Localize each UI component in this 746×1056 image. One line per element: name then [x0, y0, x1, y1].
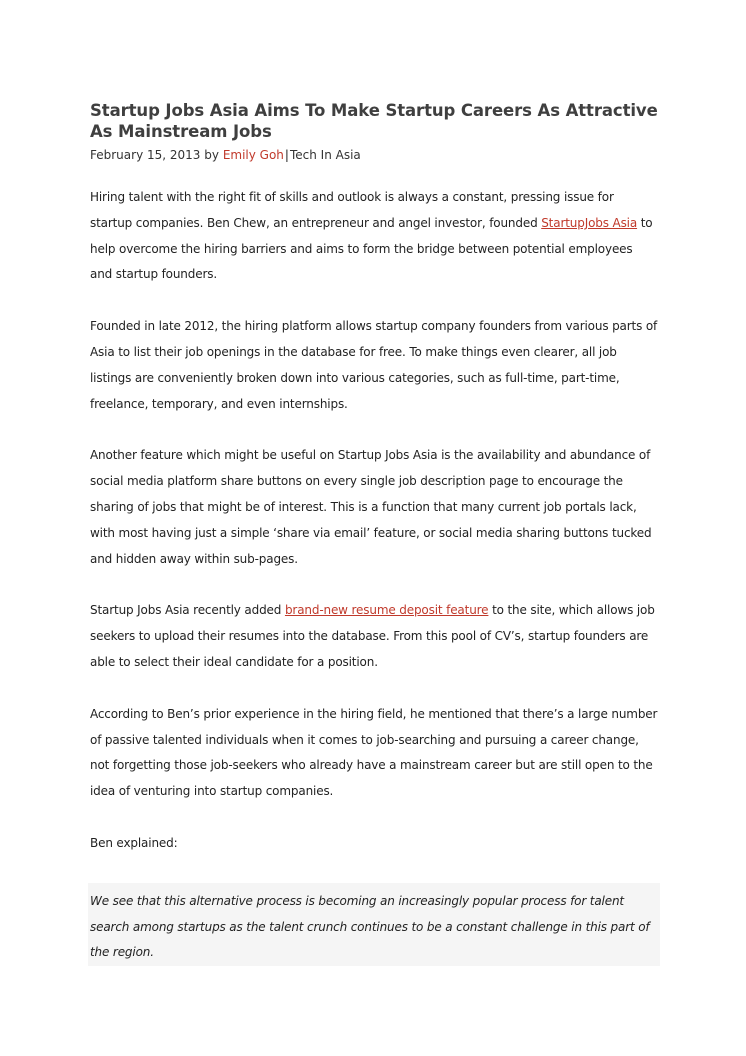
paragraph-1: [90, 185, 658, 288]
paragraph-5: According to Ben’s prior experience in the hiring field, he mentioned that there’s a large number of passive talented individuals when it comes to job-searching and pursuing a career change, not forgetting those job-seekers who already have a mainstream career but are still open to the idea of venturing into startup companies.: [90, 706, 658, 799]
article: [90, 100, 658, 966]
startupjobs-asia-link[interactable]: StartupJobs Asia: [541, 215, 638, 230]
paragraph-1-text-start: Hiring talent with the right fit of skills and outlook is always a constant, pressing issue for startup companies. Ben Chew, an entrepreneur and angel investor, founded: [90, 190, 614, 230]
article-title: Startup Jobs Asia Aims To Make Startup Careers As Attractive As Mainstream Jobs: [90, 101, 658, 141]
article-meta: [90, 147, 658, 164]
publish-date: February 15, 2013: [90, 148, 201, 162]
author-name[interactable]: Emily Goh: [222, 148, 284, 162]
paragraph-1-text-end: to help overcome the hiring barriers and aims to form the bridge between potential employees and startup founders.: [90, 215, 653, 282]
paragraph-4: [90, 598, 658, 675]
paragraph-4-text-end: to the site, which allows job seekers to upload their resumes into the database. From this pool of CV’s, startup founders are able to select their ideal candidate for a position.: [90, 603, 655, 669]
meta-separator: |: [284, 148, 289, 162]
article-source: Tech In Asia: [289, 148, 361, 162]
resume-deposit-feature-link[interactable]: brand-new resume deposit feature: [284, 603, 489, 618]
paragraph-4-text-start: Startup Jobs Asia recently added: [90, 603, 285, 618]
paragraph-3: Another feature which might be useful on Startup Jobs Asia is the availability and abundance of social media platform share buttons on every single job description page to encourage the sharing of jobs that might be of interest. This is a function that many current job portals lack, with most having just a simple ‘share via email’ feature, or social media sharing buttons tucked and hidden away within sub-pages.: [90, 448, 652, 566]
byline-by: by: [204, 148, 219, 162]
paragraph-6: Ben explained:: [90, 835, 178, 850]
paragraph-2: Founded in late 2012, the hiring platform allows startup company founders from various parts of Asia to list their job openings in the database for free. To make things even clearer, all job listings are conveniently broken down into various categories, such as full-time, part-time, freelance, temporary, and even internships.: [90, 319, 658, 411]
quote-block: We see that this alternative process is becoming an increasingly popular process for talent search among startups as the talent crunch continues to be a constant challenge in this part of the region.: [88, 883, 660, 966]
